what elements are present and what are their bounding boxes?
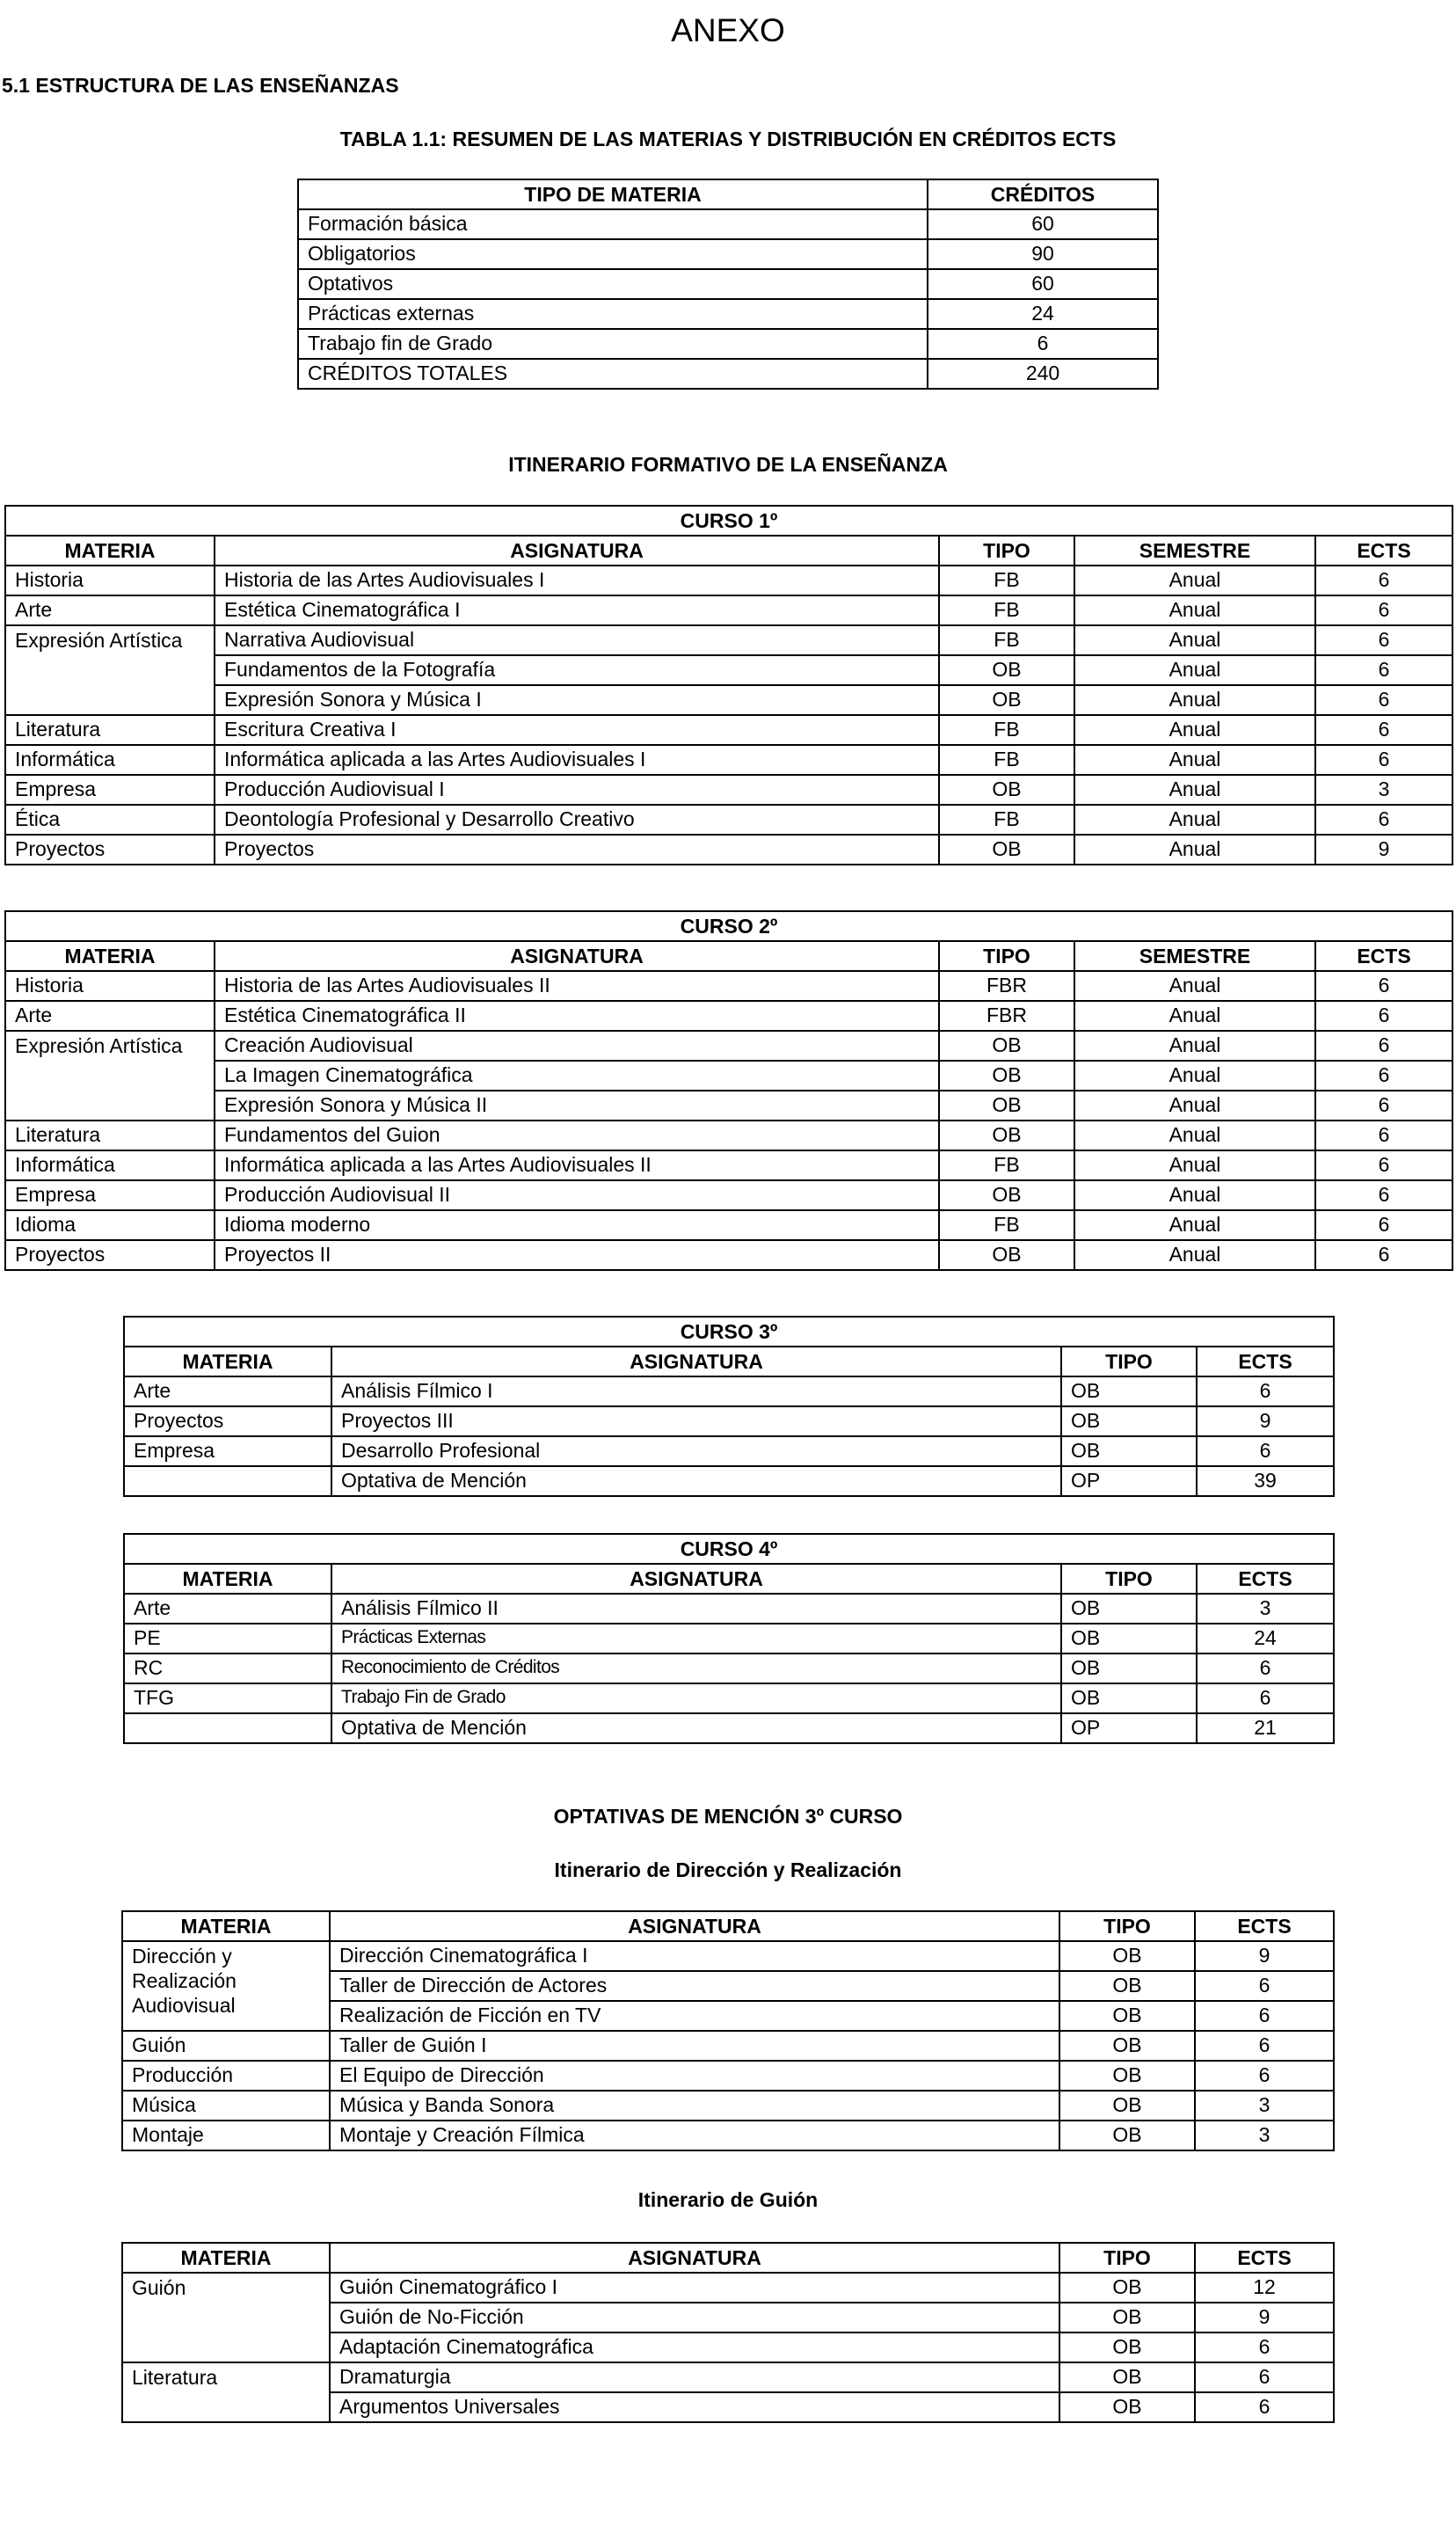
cell-materia: Historia — [5, 566, 215, 595]
cell-materia: Informática — [5, 745, 215, 775]
cell-materia: Guión — [122, 2031, 330, 2061]
cell-asignatura: Optativa de Mención — [331, 1466, 1061, 1496]
cell-tipo: OP — [1061, 1466, 1197, 1496]
cell-materia: Arte — [5, 1001, 215, 1031]
cell-materia: Música — [122, 2091, 330, 2121]
cell-semestre: Anual — [1074, 1150, 1315, 1180]
cell-tipo: OB — [1061, 1654, 1197, 1683]
cell-tipo: OB — [939, 1180, 1074, 1210]
direccion-title: Itinerario de Dirección y Realización — [554, 1858, 902, 1881]
cell-asignatura: Informática aplicada a las Artes Audiovisuales I — [215, 745, 939, 775]
header-ects: ECTS — [1197, 1347, 1334, 1376]
cell-ects: 6 — [1315, 1150, 1452, 1180]
header-asignatura: ASIGNATURA — [330, 2243, 1059, 2273]
table-row — [298, 329, 1158, 359]
cell-tipo: FBR — [939, 971, 1074, 1001]
cell-materia — [124, 1466, 331, 1496]
curso1-title: CURSO 1º — [5, 506, 1452, 536]
cell-tipo: OB — [1059, 2362, 1195, 2392]
table-row — [298, 359, 1158, 389]
cell-tipo: OB — [939, 1061, 1074, 1091]
cell-asignatura: Estética Cinematográfica I — [215, 595, 939, 625]
curso4-table — [123, 1533, 1335, 1744]
cell-ects: 6 — [1315, 1001, 1452, 1031]
table-row — [122, 2362, 1334, 2392]
cell-asignatura: Trabajo Fin de Grado — [331, 1683, 1061, 1713]
curso3-table — [123, 1316, 1335, 1497]
cell-tipo: OB — [1059, 2091, 1195, 2121]
cell-creditos: 60 — [928, 209, 1158, 239]
cell-asignatura: Guión Cinematográfico I — [330, 2273, 1059, 2303]
table-row — [124, 1406, 1334, 1436]
cell-tipo: OB — [1059, 2031, 1195, 2061]
cell-asignatura: Guión de No-Ficción — [330, 2303, 1059, 2333]
cell-asignatura: Argumentos Universales — [330, 2392, 1059, 2422]
cell-semestre: Anual — [1074, 1240, 1315, 1270]
summary-caption: TABLA 1.1: RESUMEN DE LAS MATERIAS Y DISTRIBUCIÓN EN CRÉDITOS ECTS — [339, 128, 1117, 150]
cell-asignatura: Fundamentos del Guion — [215, 1121, 939, 1150]
curso2-table — [4, 910, 1453, 1271]
table-row — [298, 269, 1158, 299]
cell-asignatura: Idioma moderno — [215, 1210, 939, 1240]
header-tipo: TIPO — [939, 536, 1074, 566]
cell-ects: 6 — [1315, 805, 1452, 835]
cell-creditos: 240 — [928, 359, 1158, 389]
cell-tipo: OB — [939, 1121, 1074, 1150]
cell-tipo: OB — [1061, 1683, 1197, 1713]
cell-materia: Literatura — [5, 1121, 215, 1150]
cell-ects: 6 — [1195, 2031, 1334, 2061]
cell-materia: TFG — [124, 1683, 331, 1713]
cell-semestre: Anual — [1074, 1061, 1315, 1091]
cell-asignatura: Reconocimiento de Créditos — [331, 1654, 1061, 1683]
cell-ects: 9 — [1197, 1406, 1334, 1436]
cell-tipo: OB — [939, 1031, 1074, 1061]
cell-materia: Expresión Artística — [5, 1031, 215, 1121]
header-asignatura: ASIGNATURA — [215, 536, 939, 566]
cell-semestre: Anual — [1074, 685, 1315, 715]
cell-tipo: FB — [939, 715, 1074, 745]
cell-tipo: FB — [939, 625, 1074, 655]
cell-materia: Expresión Artística — [5, 625, 215, 715]
itinerary-title: ITINERARIO FORMATIVO DE LA ENSEÑANZA — [508, 453, 948, 476]
section-title: 5.1 ESTRUCTURA DE LAS ENSEÑANZAS — [2, 74, 399, 97]
header-tipo: TIPO — [1061, 1564, 1197, 1594]
curso4-title: CURSO 4º — [124, 1534, 1334, 1564]
cell-tipo: OB — [1059, 2061, 1195, 2091]
cell-ects: 6 — [1315, 625, 1452, 655]
cell-ects: 6 — [1195, 2333, 1334, 2362]
cell-tipo: OB — [1059, 2392, 1195, 2422]
cell-materia: Ética — [5, 805, 215, 835]
cell-materia: Proyectos — [124, 1406, 331, 1436]
cell-asignatura: Taller de Guión I — [330, 2031, 1059, 2061]
cell-semestre: Anual — [1074, 1091, 1315, 1121]
cell-asignatura: Historia de las Artes Audiovisuales II — [215, 971, 939, 1001]
cell-ects: 9 — [1195, 2303, 1334, 2333]
table-row — [5, 1180, 1452, 1210]
table-row — [5, 625, 1452, 655]
cell-ects: 12 — [1195, 2273, 1334, 2303]
header-asignatura: ASIGNATURA — [330, 1911, 1059, 1941]
cell-ects: 6 — [1195, 2392, 1334, 2422]
cell-ects: 6 — [1315, 655, 1452, 685]
cell-materia: Idioma — [5, 1210, 215, 1240]
cell-materia: Literatura — [5, 715, 215, 745]
cell-semestre: Anual — [1074, 1210, 1315, 1240]
table-row — [124, 1683, 1334, 1713]
cell-tipo: FB — [939, 805, 1074, 835]
table-row — [122, 2121, 1334, 2150]
table-row — [124, 1624, 1334, 1654]
cell-creditos: 24 — [928, 299, 1158, 329]
cell-semestre: Anual — [1074, 625, 1315, 655]
cell-ects: 6 — [1197, 1436, 1334, 1466]
cell-asignatura: Creación Audiovisual — [215, 1031, 939, 1061]
cell-ects: 6 — [1315, 745, 1452, 775]
cell-semestre: Anual — [1074, 971, 1315, 1001]
cell-asignatura: Proyectos II — [215, 1240, 939, 1270]
cell-tipo: OB — [1061, 1436, 1197, 1466]
curso3-title: CURSO 3º — [124, 1317, 1334, 1347]
cell-ects: 3 — [1315, 775, 1452, 805]
table-row — [5, 715, 1452, 745]
cell-tipo: OB — [939, 655, 1074, 685]
cell-ects: 6 — [1315, 595, 1452, 625]
table-row — [5, 1031, 1452, 1061]
cell-materia: Montaje — [122, 2121, 330, 2150]
cell-asignatura: Dirección Cinematográfica I — [330, 1941, 1059, 1971]
cell-ects: 6 — [1315, 1180, 1452, 1210]
cell-tipo: Prácticas externas — [298, 299, 928, 329]
cell-asignatura: Narrativa Audiovisual — [215, 625, 939, 655]
cell-ects: 6 — [1197, 1376, 1334, 1406]
cell-tipo: OB — [1059, 2333, 1195, 2362]
table-row — [5, 1121, 1452, 1150]
cell-asignatura: Deontología Profesional y Desarrollo Creativo — [215, 805, 939, 835]
cell-asignatura: Análisis Fílmico II — [331, 1594, 1061, 1624]
cell-materia: Proyectos — [5, 835, 215, 865]
table-row — [5, 1091, 1452, 1121]
cell-asignatura: Adaptación Cinematográfica — [330, 2333, 1059, 2362]
guion-title: Itinerario de Guión — [637, 2188, 819, 2211]
table-row — [5, 685, 1452, 715]
cell-asignatura: Producción Audiovisual II — [215, 1180, 939, 1210]
cell-asignatura: Optativa de Mención — [331, 1713, 1061, 1743]
table-row — [5, 835, 1452, 865]
table-row — [122, 1941, 1334, 1971]
direccion-table — [121, 1910, 1335, 2151]
cell-semestre: Anual — [1074, 595, 1315, 625]
header-tipo: TIPO — [1059, 1911, 1195, 1941]
cell-tipo: OB — [939, 835, 1074, 865]
cell-tipo: FB — [939, 1210, 1074, 1240]
cell-ects: 24 — [1197, 1624, 1334, 1654]
header-materia: MATERIA — [124, 1564, 331, 1594]
cell-tipo: OB — [1059, 1971, 1195, 2001]
cell-ects: 39 — [1197, 1466, 1334, 1496]
table-row — [5, 745, 1452, 775]
cell-semestre: Anual — [1074, 805, 1315, 835]
cell-materia: Dirección y Realización Audiovisual — [122, 1941, 330, 2031]
cell-ects: 6 — [1315, 566, 1452, 595]
cell-asignatura: Dramaturgia — [330, 2362, 1059, 2392]
header-tipo: TIPO — [1061, 1347, 1197, 1376]
cell-materia: Literatura — [122, 2362, 330, 2422]
cell-ects: 6 — [1315, 1061, 1452, 1091]
cell-materia: Arte — [5, 595, 215, 625]
cell-semestre: Anual — [1074, 835, 1315, 865]
cell-materia: Guión — [122, 2273, 330, 2362]
cell-ects: 6 — [1195, 2001, 1334, 2031]
header-materia: MATERIA — [5, 941, 215, 971]
cell-materia: Empresa — [124, 1436, 331, 1466]
header-tipo: TIPO — [1059, 2243, 1195, 2273]
header-materia: MATERIA — [124, 1347, 331, 1376]
cell-tipo: OB — [939, 775, 1074, 805]
cell-materia: Proyectos — [5, 1240, 215, 1270]
table-row — [5, 595, 1452, 625]
cell-tipo: Obligatorios — [298, 239, 928, 269]
cell-asignatura: Música y Banda Sonora — [330, 2091, 1059, 2121]
table-row — [124, 1713, 1334, 1743]
cell-tipo: OB — [939, 685, 1074, 715]
cell-tipo: FB — [939, 595, 1074, 625]
table-row — [5, 655, 1452, 685]
header-asignatura: ASIGNATURA — [331, 1347, 1061, 1376]
header-materia: MATERIA — [122, 2243, 330, 2273]
cell-tipo: FB — [939, 1150, 1074, 1180]
table-row — [124, 1654, 1334, 1683]
cell-ects: 6 — [1315, 1091, 1452, 1121]
cell-tipo: OB — [1061, 1594, 1197, 1624]
table-row — [5, 566, 1452, 595]
header-tipo-materia: TIPO DE MATERIA — [298, 179, 928, 209]
header-materia: MATERIA — [122, 1911, 330, 1941]
curso1-table — [4, 505, 1453, 865]
cell-creditos: 6 — [928, 329, 1158, 359]
cell-asignatura: Producción Audiovisual I — [215, 775, 939, 805]
cell-materia: Empresa — [5, 775, 215, 805]
cell-semestre: Anual — [1074, 1031, 1315, 1061]
cell-tipo: Optativos — [298, 269, 928, 299]
table-row — [124, 1436, 1334, 1466]
header-ects: ECTS — [1315, 941, 1452, 971]
cell-materia: PE — [124, 1624, 331, 1654]
cell-tipo: OB — [1061, 1406, 1197, 1436]
table-row — [122, 2091, 1334, 2121]
cell-tipo: OB — [939, 1240, 1074, 1270]
cell-semestre: Anual — [1074, 655, 1315, 685]
header-ects: ECTS — [1195, 2243, 1334, 2273]
cell-semestre: Anual — [1074, 715, 1315, 745]
cell-asignatura: Informática aplicada a las Artes Audiovisuales II — [215, 1150, 939, 1180]
header-semestre: SEMESTRE — [1074, 941, 1315, 971]
cell-semestre: Anual — [1074, 745, 1315, 775]
summary-table — [297, 179, 1159, 390]
cell-tipo: OB — [1059, 2001, 1195, 2031]
header-asignatura: ASIGNATURA — [215, 941, 939, 971]
cell-ects: 6 — [1195, 2362, 1334, 2392]
cell-ects: 3 — [1195, 2091, 1334, 2121]
cell-ects: 6 — [1315, 971, 1452, 1001]
cell-ects: 6 — [1197, 1654, 1334, 1683]
cell-ects: 3 — [1195, 2121, 1334, 2150]
cell-materia: RC — [124, 1654, 331, 1683]
guion-table — [121, 2242, 1335, 2423]
cell-ects: 6 — [1315, 685, 1452, 715]
cell-tipo: Trabajo fin de Grado — [298, 329, 928, 359]
table-row — [298, 209, 1158, 239]
cell-materia: Empresa — [5, 1180, 215, 1210]
table-row — [124, 1594, 1334, 1624]
cell-tipo: OB — [1059, 1941, 1195, 1971]
cell-asignatura: Escritura Creativa I — [215, 715, 939, 745]
cell-asignatura: Montaje y Creación Fílmica — [330, 2121, 1059, 2150]
cell-asignatura: Expresión Sonora y Música II — [215, 1091, 939, 1121]
optativas-title: OPTATIVAS DE MENCIÓN 3º CURSO — [553, 1805, 903, 1828]
table-row — [122, 2061, 1334, 2091]
cell-tipo: FB — [939, 745, 1074, 775]
page-title: ANEXO — [671, 12, 785, 48]
table-row — [5, 805, 1452, 835]
cell-materia: Producción — [122, 2061, 330, 2091]
table-row — [5, 1240, 1452, 1270]
table-row — [5, 1150, 1452, 1180]
header-asignatura: ASIGNATURA — [331, 1564, 1061, 1594]
cell-semestre: Anual — [1074, 566, 1315, 595]
table-row — [298, 299, 1158, 329]
cell-asignatura: Análisis Fílmico I — [331, 1376, 1061, 1406]
cell-ects: 21 — [1197, 1713, 1334, 1743]
cell-creditos: 90 — [928, 239, 1158, 269]
header-ects: ECTS — [1197, 1564, 1334, 1594]
cell-ects: 6 — [1197, 1683, 1334, 1713]
cell-asignatura: Proyectos — [215, 835, 939, 865]
cell-semestre: Anual — [1074, 1180, 1315, 1210]
cell-tipo: FBR — [939, 1001, 1074, 1031]
cell-ects: 6 — [1315, 1210, 1452, 1240]
cell-semestre: Anual — [1074, 1121, 1315, 1150]
cell-ects: 3 — [1197, 1594, 1334, 1624]
cell-ects: 6 — [1315, 1240, 1452, 1270]
header-ects: ECTS — [1315, 536, 1452, 566]
cell-ects: 6 — [1315, 1031, 1452, 1061]
cell-tipo: OB — [1059, 2303, 1195, 2333]
cell-ects: 9 — [1315, 835, 1452, 865]
cell-asignatura: Realización de Ficción en TV — [330, 2001, 1059, 2031]
cell-asignatura: Estética Cinematográfica II — [215, 1001, 939, 1031]
table-row — [5, 971, 1452, 1001]
table-row — [124, 1376, 1334, 1406]
table-row — [124, 1466, 1334, 1496]
cell-tipo: OB — [1061, 1624, 1197, 1654]
cell-materia: Arte — [124, 1594, 331, 1624]
header-creditos: CRÉDITOS — [928, 179, 1158, 209]
header-tipo: TIPO — [939, 941, 1074, 971]
cell-asignatura: La Imagen Cinematográfica — [215, 1061, 939, 1091]
cell-semestre: Anual — [1074, 775, 1315, 805]
table-row — [5, 775, 1452, 805]
cell-materia: Arte — [124, 1376, 331, 1406]
cell-materia: Informática — [5, 1150, 215, 1180]
table-row — [298, 239, 1158, 269]
cell-asignatura: Proyectos III — [331, 1406, 1061, 1436]
cell-semestre: Anual — [1074, 1001, 1315, 1031]
header-semestre: SEMESTRE — [1074, 536, 1315, 566]
cell-tipo: OP — [1061, 1713, 1197, 1743]
cell-ects: 9 — [1195, 1941, 1334, 1971]
cell-ects: 6 — [1315, 1121, 1452, 1150]
cell-materia — [124, 1713, 331, 1743]
curso2-title: CURSO 2º — [5, 911, 1452, 941]
header-ects: ECTS — [1195, 1911, 1334, 1941]
cell-ects: 6 — [1195, 1971, 1334, 2001]
cell-asignatura: Desarrollo Profesional — [331, 1436, 1061, 1466]
cell-asignatura: Prácticas Externas — [331, 1624, 1061, 1654]
header-materia: MATERIA — [5, 536, 215, 566]
cell-asignatura: Fundamentos de la Fotografía — [215, 655, 939, 685]
cell-ects: 6 — [1195, 2061, 1334, 2091]
cell-asignatura: El Equipo de Dirección — [330, 2061, 1059, 2091]
cell-tipo: OB — [1059, 2121, 1195, 2150]
table-row — [5, 1210, 1452, 1240]
table-row — [122, 2031, 1334, 2061]
cell-tipo: OB — [1061, 1376, 1197, 1406]
cell-creditos: 60 — [928, 269, 1158, 299]
cell-tipo: Formación básica — [298, 209, 928, 239]
cell-asignatura: Historia de las Artes Audiovisuales I — [215, 566, 939, 595]
table-row — [5, 1061, 1452, 1091]
cell-tipo: CRÉDITOS TOTALES — [298, 359, 928, 389]
cell-asignatura: Expresión Sonora y Música I — [215, 685, 939, 715]
cell-tipo: OB — [939, 1091, 1074, 1121]
cell-tipo: OB — [1059, 2273, 1195, 2303]
cell-tipo: FB — [939, 566, 1074, 595]
cell-materia: Historia — [5, 971, 215, 1001]
table-row — [122, 2273, 1334, 2303]
cell-asignatura: Taller de Dirección de Actores — [330, 1971, 1059, 2001]
table-row — [5, 1001, 1452, 1031]
cell-ects: 6 — [1315, 715, 1452, 745]
